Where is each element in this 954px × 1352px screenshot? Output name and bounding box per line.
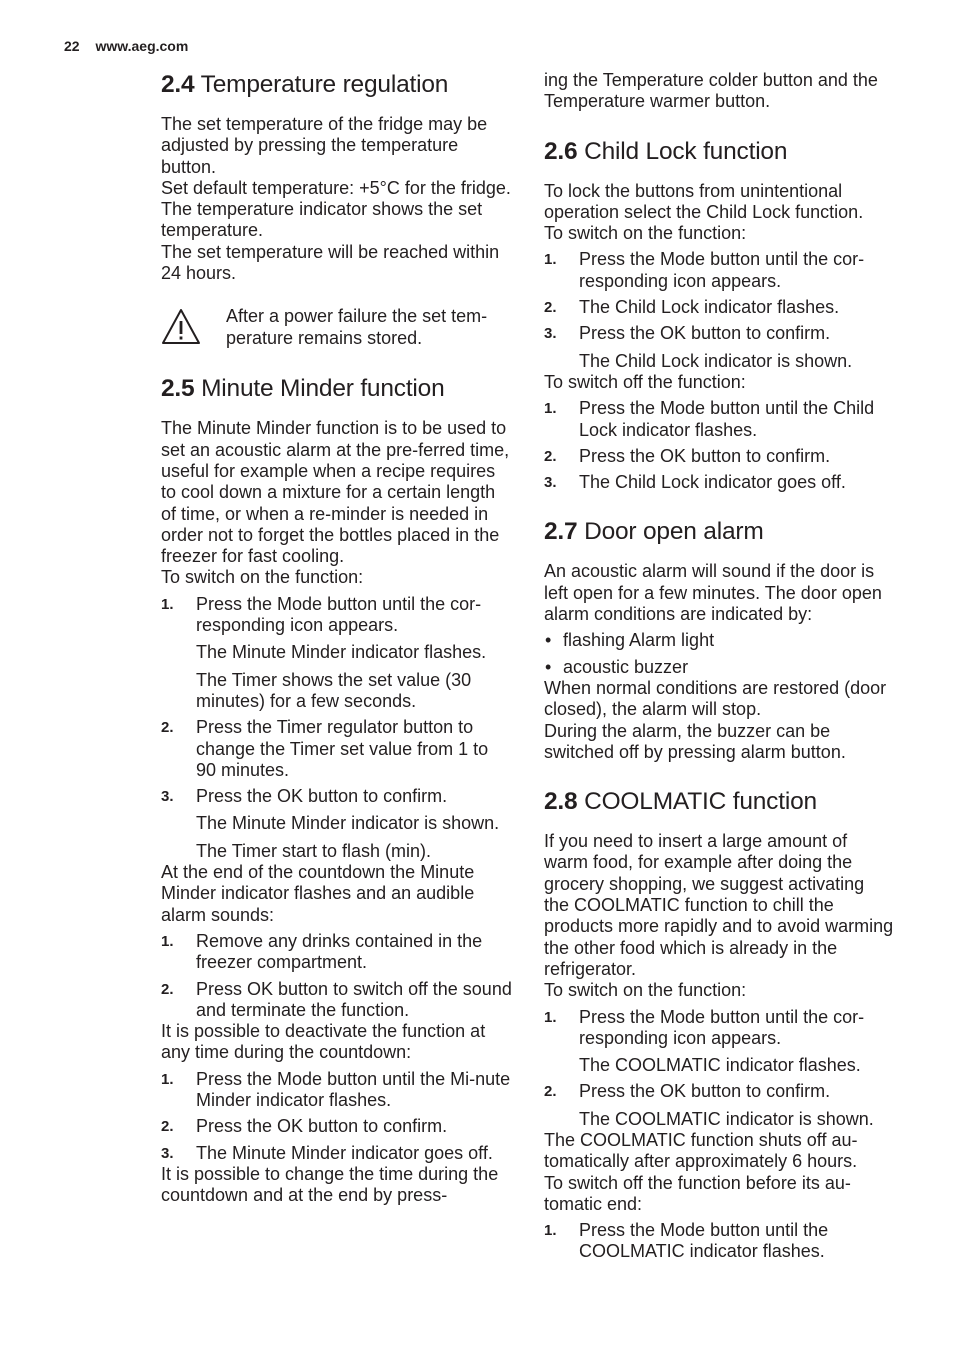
- section-number: 2.7: [544, 518, 578, 546]
- paragraph: It is possible to deactivate the function at any time during the countdown:: [161, 1021, 486, 1063]
- step-result: The Timer start to flash (min).: [196, 840, 432, 861]
- step-text: Press the Mode button until the COOLMATIC indicator flashes.: [579, 1220, 829, 1262]
- list-item: • acoustic buzzer: [544, 657, 894, 678]
- step-number: 1.: [161, 1070, 174, 1088]
- paragraph: The set temperature will be reached within 24 hours.: [161, 241, 500, 284]
- list-item: [544, 1081, 894, 1102]
- warning-triangle-icon: [161, 308, 201, 346]
- paragraph: Set default temperature: +5°C for the fridge.: [161, 177, 511, 198]
- list-item: [544, 446, 894, 467]
- section-title: Child Lock function: [584, 137, 788, 165]
- section-2-8-heading: [544, 787, 894, 817]
- step-number: 2.: [544, 1083, 557, 1101]
- list-item: [544, 249, 894, 292]
- step-text: Press the Timer regulator button to change the Timer set value from 1 to 90 minutes.: [196, 717, 489, 780]
- step-text: Press the Mode button until the Mi-nute Minder indicator flashes.: [196, 1068, 511, 1110]
- warning-note: [161, 306, 513, 350]
- steps-list: [161, 1069, 513, 1164]
- step-result: The COOLMATIC indicator flashes.: [579, 1055, 861, 1076]
- step-number: 2.: [544, 447, 557, 465]
- section-title: Door open alarm: [584, 518, 764, 546]
- list-item: [544, 323, 894, 344]
- step-result: The Child Lock indicator is shown.: [579, 350, 853, 371]
- step-number: 3.: [544, 325, 557, 343]
- left-column: [161, 70, 513, 1206]
- paragraph: To switch off the function:: [544, 371, 746, 392]
- step-number: 1.: [161, 595, 174, 613]
- section-title: Minute Minder function: [201, 375, 445, 403]
- paragraph: The Minute Minder function is to be used to set an acoustic alarm at the pre-ferred time, useful for example when a recipe requires to cool down a mixture for a certain length of time, or when a re-minder is needed in order not to forget the bottles placed in the freezer for fast cooling.: [161, 418, 510, 567]
- warning-text: After a power failure the set tem-perature remains stored.: [226, 306, 488, 348]
- section-title: COOLMATIC function: [584, 788, 817, 816]
- list-item: [544, 472, 894, 493]
- steps-list: [544, 249, 894, 344]
- paragraph: During the alarm, the buzzer can be switched off by pressing alarm button.: [544, 720, 846, 762]
- paragraph: When normal conditions are restored (door closed), the alarm will stop.: [544, 677, 887, 720]
- list-item: [544, 1007, 894, 1050]
- step-result: The Minute Minder indicator is shown.: [196, 813, 500, 834]
- step-number: 2.: [544, 299, 557, 317]
- list-item: [161, 1116, 513, 1137]
- website-url: www.aeg.com: [95, 38, 189, 54]
- paragraph: To switch on the function:: [544, 223, 747, 244]
- bullet-list: [544, 630, 894, 678]
- section-number: 2.8: [544, 788, 578, 816]
- step-text: The Child Lock indicator flashes.: [579, 297, 840, 318]
- paragraph: An acoustic alarm will sound if the door is left open for a few minutes. The door open alarm conditions are indicated by:: [544, 561, 882, 625]
- paragraph: To switch on the function:: [161, 567, 364, 588]
- step-number: 1.: [544, 251, 557, 269]
- paragraph: The COOLMATIC function shuts off au-tomatically after approximately 6 hours.: [544, 1129, 858, 1172]
- paragraph: To lock the buttons from unintentional operation select the Child Lock function.: [544, 180, 864, 222]
- list-item: • flashing Alarm light: [544, 630, 894, 651]
- list-item: [161, 594, 513, 637]
- list-item: [544, 398, 894, 441]
- step-number: 1.: [544, 1008, 557, 1026]
- step-number: 2.: [161, 980, 174, 998]
- steps-list: [544, 1007, 894, 1050]
- step-text: Press OK button to switch off the sound and terminate the function.: [196, 978, 512, 1020]
- step-number: 3.: [161, 788, 174, 806]
- page-number: 22: [64, 38, 80, 54]
- section-number: 2.5: [161, 375, 195, 403]
- step-result: The Minute Minder indicator flashes.: [196, 642, 487, 663]
- step-text: Press the Mode button until the cor-responding icon appears.: [196, 593, 482, 636]
- list-item: [161, 717, 513, 781]
- section-2-6-heading: [544, 137, 894, 167]
- step-number: 2.: [161, 719, 174, 737]
- steps-list: [544, 398, 894, 493]
- step-text: The Minute Minder indicator goes off.: [196, 1142, 493, 1163]
- step-text: Press the OK button to confirm.: [196, 1116, 448, 1137]
- steps-list: [161, 931, 513, 1021]
- paragraph: The temperature indicator shows the set temperature.: [161, 199, 483, 241]
- step-number: 3.: [544, 474, 557, 492]
- steps-list: [161, 594, 513, 637]
- section-2-5-heading: [161, 374, 513, 404]
- page-header: [64, 38, 188, 54]
- list-item: [161, 979, 513, 1022]
- section-title: Temperature regulation: [200, 71, 449, 98]
- step-text: Press the OK button to confirm.: [579, 445, 831, 466]
- paragraph: At the end of the countdown the Minute Minder indicator flashes and an audible alarm sounds:: [161, 862, 475, 925]
- step-text: Press the Mode button until the cor-responding icon appears.: [579, 249, 865, 291]
- section-number: 2.4: [161, 71, 195, 98]
- steps-list: [544, 1081, 894, 1102]
- right-column: [544, 70, 894, 1263]
- steps-list: [161, 717, 513, 807]
- list-item: [161, 931, 513, 974]
- section-2-4-heading: [161, 70, 513, 100]
- step-text: Press the Mode button until the Child Lock indicator flashes.: [579, 398, 875, 440]
- paragraph: ing the Temperature colder button and the Temperature warmer button.: [544, 70, 878, 112]
- paragraph: It is possible to change the time during the countdown and at the end by press-: [161, 1163, 499, 1206]
- paragraph: The set temperature of the fridge may be adjusted by pressing the temperature button.: [161, 114, 488, 177]
- step-result: The COOLMATIC indicator is shown.: [579, 1108, 874, 1129]
- step-text: Press the OK button to confirm.: [579, 323, 831, 344]
- step-number: 3.: [161, 1144, 174, 1162]
- paragraph: To switch off the function before its au-tomatic end:: [544, 1172, 851, 1214]
- list-item: [544, 1220, 894, 1263]
- step-text: The Child Lock indicator goes off.: [579, 472, 846, 493]
- list-item: [544, 297, 894, 318]
- step-text: Press the Mode button until the cor-responding icon appears.: [579, 1006, 865, 1048]
- step-number: 1.: [544, 400, 557, 418]
- list-item: [161, 1143, 513, 1164]
- list-item: [161, 786, 513, 807]
- step-text: Press the OK button to confirm.: [196, 786, 448, 807]
- step-text: Remove any drinks contained in the freezer compartment.: [196, 930, 483, 973]
- paragraph: If you need to insert a large amount of warm food, for example after doing the grocery shopping, we suggest activating the COOLMATIC function to chill the products more rapidly and to avoid warming the other food which is already in the refrigerator.: [544, 831, 894, 979]
- step-number: 1.: [544, 1222, 557, 1240]
- step-number: 1.: [161, 932, 174, 950]
- list-item: [161, 1069, 513, 1112]
- step-text: Press the OK button to confirm.: [579, 1081, 831, 1102]
- section-number: 2.6: [544, 137, 578, 165]
- steps-list: [544, 1220, 894, 1263]
- section-2-7-heading: [544, 517, 894, 547]
- step-number: 2.: [161, 1118, 174, 1136]
- paragraph: To switch on the function:: [544, 980, 747, 1001]
- step-result: The Timer shows the set value (30 minutes) for a few seconds.: [196, 669, 472, 711]
